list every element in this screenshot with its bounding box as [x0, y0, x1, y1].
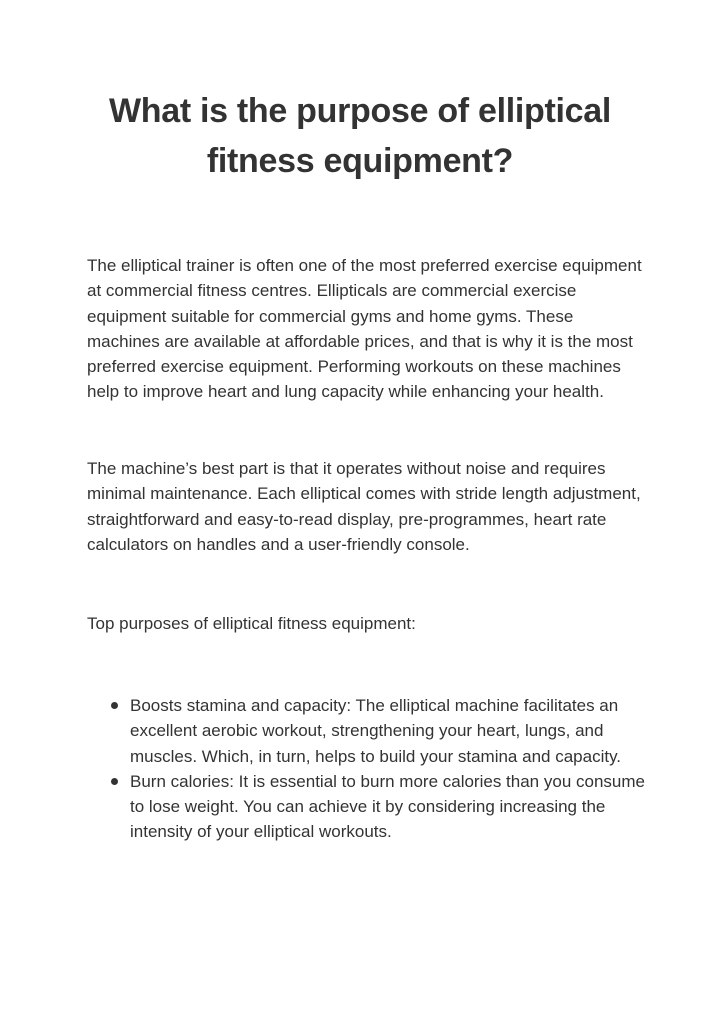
purposes-heading: Top purposes of elliptical fitness equipment:	[87, 614, 416, 633]
features-paragraph: The machine’s best part is that it operates without noise and requires minimal maintenance. Each elliptical comes with stride length adjustment, straightforward and easy-to-read display, pre-programmes, heart rate calculators on handles and a user-friendly console.	[87, 459, 641, 554]
bullet-dot-icon	[111, 778, 118, 785]
intro-paragraph: The elliptical trainer is often one of the most preferred exercise equipment at commercial fitness centres. Ellipticals are commercial exercise equipment suitable for commercial gyms and home gyms. These machines are available at affordable prices, and that is why it is the most preferred exercise equipment. Performing workouts on these machines help to improve heart and lung capacity while enhancing your health.	[87, 256, 642, 402]
list-item-text: Boosts stamina and capacity: The elliptical machine facilitates an excellent aerobic workout, strengthening your heart, lungs, and muscles. Which, in turn, helps to build your stamina and capacity.	[130, 696, 622, 766]
list-item	[87, 769, 647, 845]
list-item	[87, 693, 647, 769]
page-title: What is the purpose of elliptical fitness equipment?	[108, 92, 612, 180]
list-item-text: Burn calories: It is essential to burn more calories than you consume to lose weight. You can achieve it by considering increasing the intensity of your elliptical workouts.	[130, 771, 645, 842]
bullet-dot-icon	[111, 702, 118, 709]
purposes-list	[87, 693, 647, 845]
